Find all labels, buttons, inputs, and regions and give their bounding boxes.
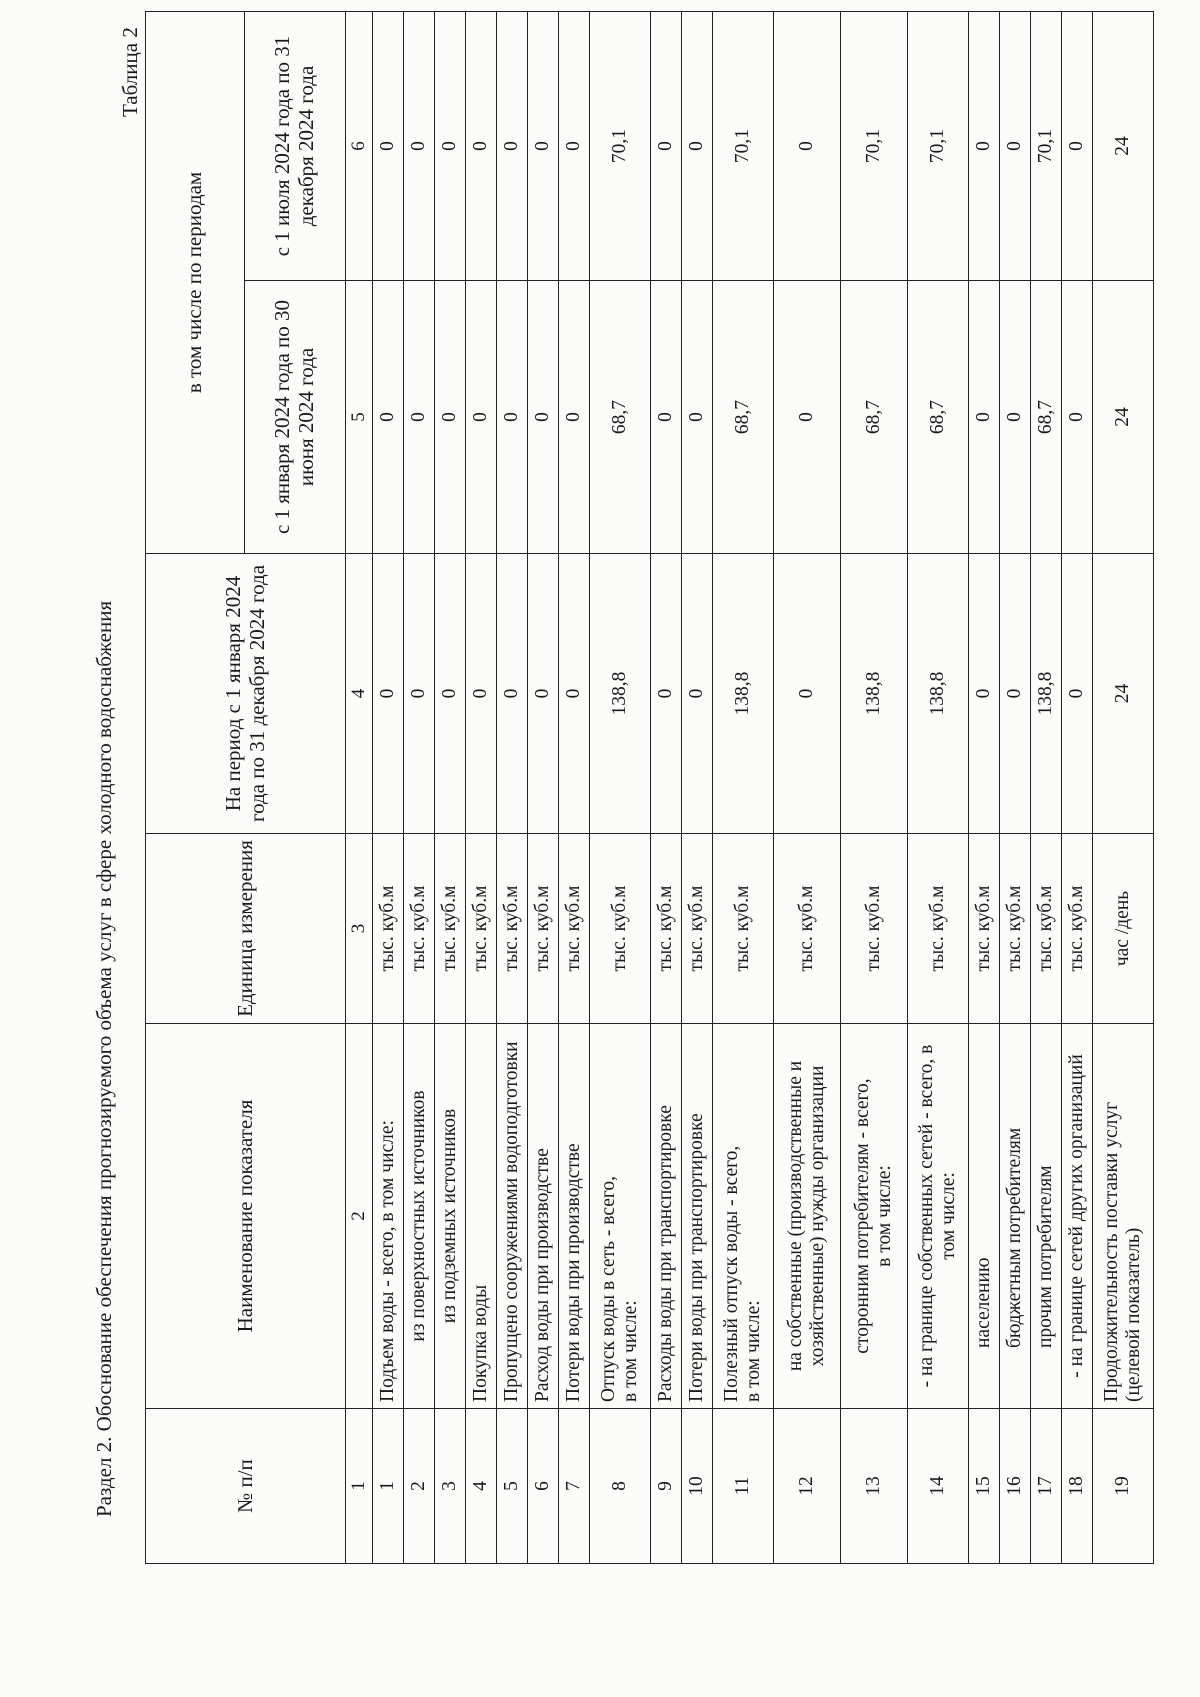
table-row bbox=[528, 11, 559, 1563]
unit-cell: тыс. куб.м bbox=[1062, 834, 1093, 1024]
second-half-cell: 0 bbox=[682, 11, 713, 280]
table-row bbox=[590, 11, 651, 1563]
data-table bbox=[145, 11, 1154, 1564]
document-title: Раздел 2. Обоснование обеспечения прогнозируемого объема услуг в сфере холодного водоснабжения bbox=[92, 600, 116, 1517]
table-row bbox=[1093, 11, 1154, 1563]
second-half-cell: 0 bbox=[969, 11, 1000, 280]
table-row bbox=[404, 11, 435, 1563]
unit-cell: тыс. куб.м bbox=[404, 834, 435, 1024]
second-half-cell: 0 bbox=[466, 11, 497, 280]
first-half-cell: 0 bbox=[1062, 281, 1093, 554]
table-row bbox=[651, 11, 682, 1563]
indicator-name-cell: Покупка воды bbox=[466, 1024, 497, 1409]
unit-cell: тыс. куб.м bbox=[373, 834, 404, 1024]
first-half-cell: 0 bbox=[559, 281, 590, 554]
row-number-cell: 12 bbox=[774, 1409, 841, 1564]
period-total-cell: 0 bbox=[497, 554, 528, 834]
first-half-cell: 24 bbox=[1093, 281, 1154, 554]
row-number-cell: 7 bbox=[559, 1409, 590, 1564]
first-half-cell: 68,7 bbox=[841, 281, 908, 554]
indicator-name-cell: Продолжительность поставки услуг (целевой показатель) bbox=[1093, 1024, 1154, 1409]
first-half-cell: 0 bbox=[651, 281, 682, 554]
unit-cell: тыс. куб.м bbox=[559, 834, 590, 1024]
row-number-cell: 1 bbox=[373, 1409, 404, 1564]
first-half-cell: 68,7 bbox=[908, 281, 969, 554]
period-total-cell: 0 bbox=[1062, 554, 1093, 834]
second-half-cell: 0 bbox=[774, 11, 841, 280]
column-number: 4 bbox=[346, 554, 373, 834]
second-half-cell: 70,1 bbox=[590, 11, 651, 280]
unit-cell: тыс. куб.м bbox=[969, 834, 1000, 1024]
second-half-cell: 0 bbox=[373, 11, 404, 280]
table-row bbox=[682, 11, 713, 1563]
header-row bbox=[146, 11, 245, 1563]
period-total-cell: 0 bbox=[528, 554, 559, 834]
second-half-cell: 70,1 bbox=[1031, 11, 1062, 280]
table-label: Таблица 2 bbox=[118, 27, 142, 117]
indicator-name-cell: Потери воды при производстве bbox=[559, 1024, 590, 1409]
column-number-row bbox=[346, 11, 373, 1563]
unit-cell: тыс. куб.м bbox=[528, 834, 559, 1024]
period-total-cell: 24 bbox=[1093, 554, 1154, 834]
first-half-cell: 0 bbox=[682, 281, 713, 554]
table-row bbox=[908, 11, 969, 1563]
row-number-cell: 3 bbox=[435, 1409, 466, 1564]
indicator-name-cell: Подъем воды - всего, в том числе: bbox=[373, 1024, 404, 1409]
second-half-cell: 0 bbox=[404, 11, 435, 280]
period-total-cell: 138,8 bbox=[713, 554, 774, 834]
row-number-cell: 4 bbox=[466, 1409, 497, 1564]
table-row bbox=[435, 11, 466, 1563]
period-total-cell: 0 bbox=[774, 554, 841, 834]
second-half-cell: 0 bbox=[435, 11, 466, 280]
indicator-name-cell: населению bbox=[969, 1024, 1000, 1409]
row-number-cell: 17 bbox=[1031, 1409, 1062, 1564]
indicator-name-cell: на собственные (производственные и хозяйственные) нужды организации bbox=[774, 1024, 841, 1409]
row-number-cell: 19 bbox=[1093, 1409, 1154, 1564]
indicator-name-cell: Отпуск воды в сеть - всего, в том числе: bbox=[590, 1024, 651, 1409]
table-row bbox=[841, 11, 908, 1563]
unit-cell: тыс. куб.м bbox=[841, 834, 908, 1024]
first-half-cell: 0 bbox=[404, 281, 435, 554]
unit-cell: тыс. куб.м bbox=[682, 834, 713, 1024]
unit-cell: тыс. куб.м bbox=[435, 834, 466, 1024]
table-row bbox=[497, 11, 528, 1563]
unit-cell: тыс. куб.м bbox=[774, 834, 841, 1024]
header-num: № п/п bbox=[146, 1409, 346, 1564]
period-total-cell: 0 bbox=[559, 554, 590, 834]
indicator-name-cell: бюджетным потребителям bbox=[1000, 1024, 1031, 1409]
table-row bbox=[373, 11, 404, 1563]
second-half-cell: 0 bbox=[559, 11, 590, 280]
period-total-cell: 138,8 bbox=[908, 554, 969, 834]
second-half-cell: 24 bbox=[1093, 11, 1154, 280]
second-half-cell: 0 bbox=[497, 11, 528, 280]
column-number: 5 bbox=[346, 281, 373, 554]
indicator-name-cell: прочим потребителям bbox=[1031, 1024, 1062, 1409]
indicator-name-cell: Расход воды при производстве bbox=[528, 1024, 559, 1409]
unit-cell: тыс. куб.м bbox=[1031, 834, 1062, 1024]
table-row bbox=[466, 11, 497, 1563]
period-total-cell: 0 bbox=[404, 554, 435, 834]
second-half-cell: 0 bbox=[1062, 11, 1093, 280]
header-name: Наименование показателя bbox=[146, 1024, 346, 1409]
row-number-cell: 10 bbox=[682, 1409, 713, 1564]
table-row bbox=[774, 11, 841, 1563]
table-body bbox=[373, 11, 1154, 1563]
row-number-cell: 16 bbox=[1000, 1409, 1031, 1564]
indicator-name-cell: Расходы воды при транспортировке bbox=[651, 1024, 682, 1409]
indicator-name-cell: - на границе сетей других организаций bbox=[1062, 1024, 1093, 1409]
column-number: 6 bbox=[346, 11, 373, 280]
first-half-cell: 0 bbox=[774, 281, 841, 554]
second-half-cell: 0 bbox=[528, 11, 559, 280]
first-half-cell: 0 bbox=[528, 281, 559, 554]
row-number-cell: 8 bbox=[590, 1409, 651, 1564]
row-number-cell: 18 bbox=[1062, 1409, 1093, 1564]
second-half-cell: 0 bbox=[651, 11, 682, 280]
period-total-cell: 138,8 bbox=[590, 554, 651, 834]
header-sub1: с 1 января 2024 года по 30 июня 2024 года bbox=[245, 281, 346, 554]
first-half-cell: 0 bbox=[466, 281, 497, 554]
row-number-cell: 9 bbox=[651, 1409, 682, 1564]
indicator-name-cell: сторонним потребителям - всего, в том числе: bbox=[841, 1024, 908, 1409]
unit-cell: тыс. куб.м bbox=[466, 834, 497, 1024]
period-total-cell: 0 bbox=[373, 554, 404, 834]
second-half-cell: 0 bbox=[1000, 11, 1031, 280]
first-half-cell: 68,7 bbox=[1031, 281, 1062, 554]
first-half-cell: 68,7 bbox=[713, 281, 774, 554]
period-total-cell: 0 bbox=[1000, 554, 1031, 834]
period-total-cell: 138,8 bbox=[841, 554, 908, 834]
row-number-cell: 2 bbox=[404, 1409, 435, 1564]
unit-cell: тыс. куб.м bbox=[497, 834, 528, 1024]
second-half-cell: 70,1 bbox=[908, 11, 969, 280]
indicator-name-cell: Потери воды при транспортировке bbox=[682, 1024, 713, 1409]
table-row bbox=[1031, 11, 1062, 1563]
table-row bbox=[1062, 11, 1093, 1563]
first-half-cell: 0 bbox=[969, 281, 1000, 554]
first-half-cell: 0 bbox=[1000, 281, 1031, 554]
period-total-cell: 138,8 bbox=[1031, 554, 1062, 834]
first-half-cell: 0 bbox=[373, 281, 404, 554]
period-total-cell: 0 bbox=[651, 554, 682, 834]
column-number: 1 bbox=[346, 1409, 373, 1564]
first-half-cell: 68,7 bbox=[590, 281, 651, 554]
row-number-cell: 15 bbox=[969, 1409, 1000, 1564]
row-number-cell: 5 bbox=[497, 1409, 528, 1564]
column-number: 3 bbox=[346, 834, 373, 1024]
table-row bbox=[713, 11, 774, 1563]
header-period: На период с 1 января 2024 года по 31 декабря 2024 года bbox=[146, 554, 346, 834]
table-row bbox=[969, 11, 1000, 1563]
table-row bbox=[559, 11, 590, 1563]
second-half-cell: 70,1 bbox=[841, 11, 908, 280]
indicator-name-cell: - на границе собственных сетей - всего, в том числе: bbox=[908, 1024, 969, 1409]
period-total-cell: 0 bbox=[435, 554, 466, 834]
period-total-cell: 0 bbox=[466, 554, 497, 834]
table-row bbox=[1000, 11, 1031, 1563]
period-total-cell: 0 bbox=[682, 554, 713, 834]
row-number-cell: 13 bbox=[841, 1409, 908, 1564]
unit-cell: тыс. куб.м bbox=[713, 834, 774, 1024]
period-total-cell: 0 bbox=[969, 554, 1000, 834]
unit-cell: тыс. куб.м bbox=[1000, 834, 1031, 1024]
indicator-name-cell: Пропущено сооружениями водоподготовки bbox=[497, 1024, 528, 1409]
row-number-cell: 11 bbox=[713, 1409, 774, 1564]
column-number: 2 bbox=[346, 1024, 373, 1409]
unit-cell: тыс. куб.м bbox=[590, 834, 651, 1024]
second-half-cell: 70,1 bbox=[713, 11, 774, 280]
unit-cell: тыс. куб.м bbox=[908, 834, 969, 1024]
unit-cell: тыс. куб.м bbox=[651, 834, 682, 1024]
first-half-cell: 0 bbox=[435, 281, 466, 554]
indicator-name-cell: из подземных источников bbox=[435, 1024, 466, 1409]
unit-cell: час /день bbox=[1093, 834, 1154, 1024]
header-unit: Единица измерения bbox=[146, 834, 346, 1024]
header-subgroup: в том числе по периодам bbox=[146, 11, 245, 553]
header-sub2: с 1 июля 2024 года по 31 декабря 2024 года bbox=[245, 11, 346, 280]
indicator-name-cell: Полезный отпуск воды - всего, в том числе: bbox=[713, 1024, 774, 1409]
indicator-name-cell: из поверхностных источников bbox=[404, 1024, 435, 1409]
row-number-cell: 14 bbox=[908, 1409, 969, 1564]
row-number-cell: 6 bbox=[528, 1409, 559, 1564]
first-half-cell: 0 bbox=[497, 281, 528, 554]
